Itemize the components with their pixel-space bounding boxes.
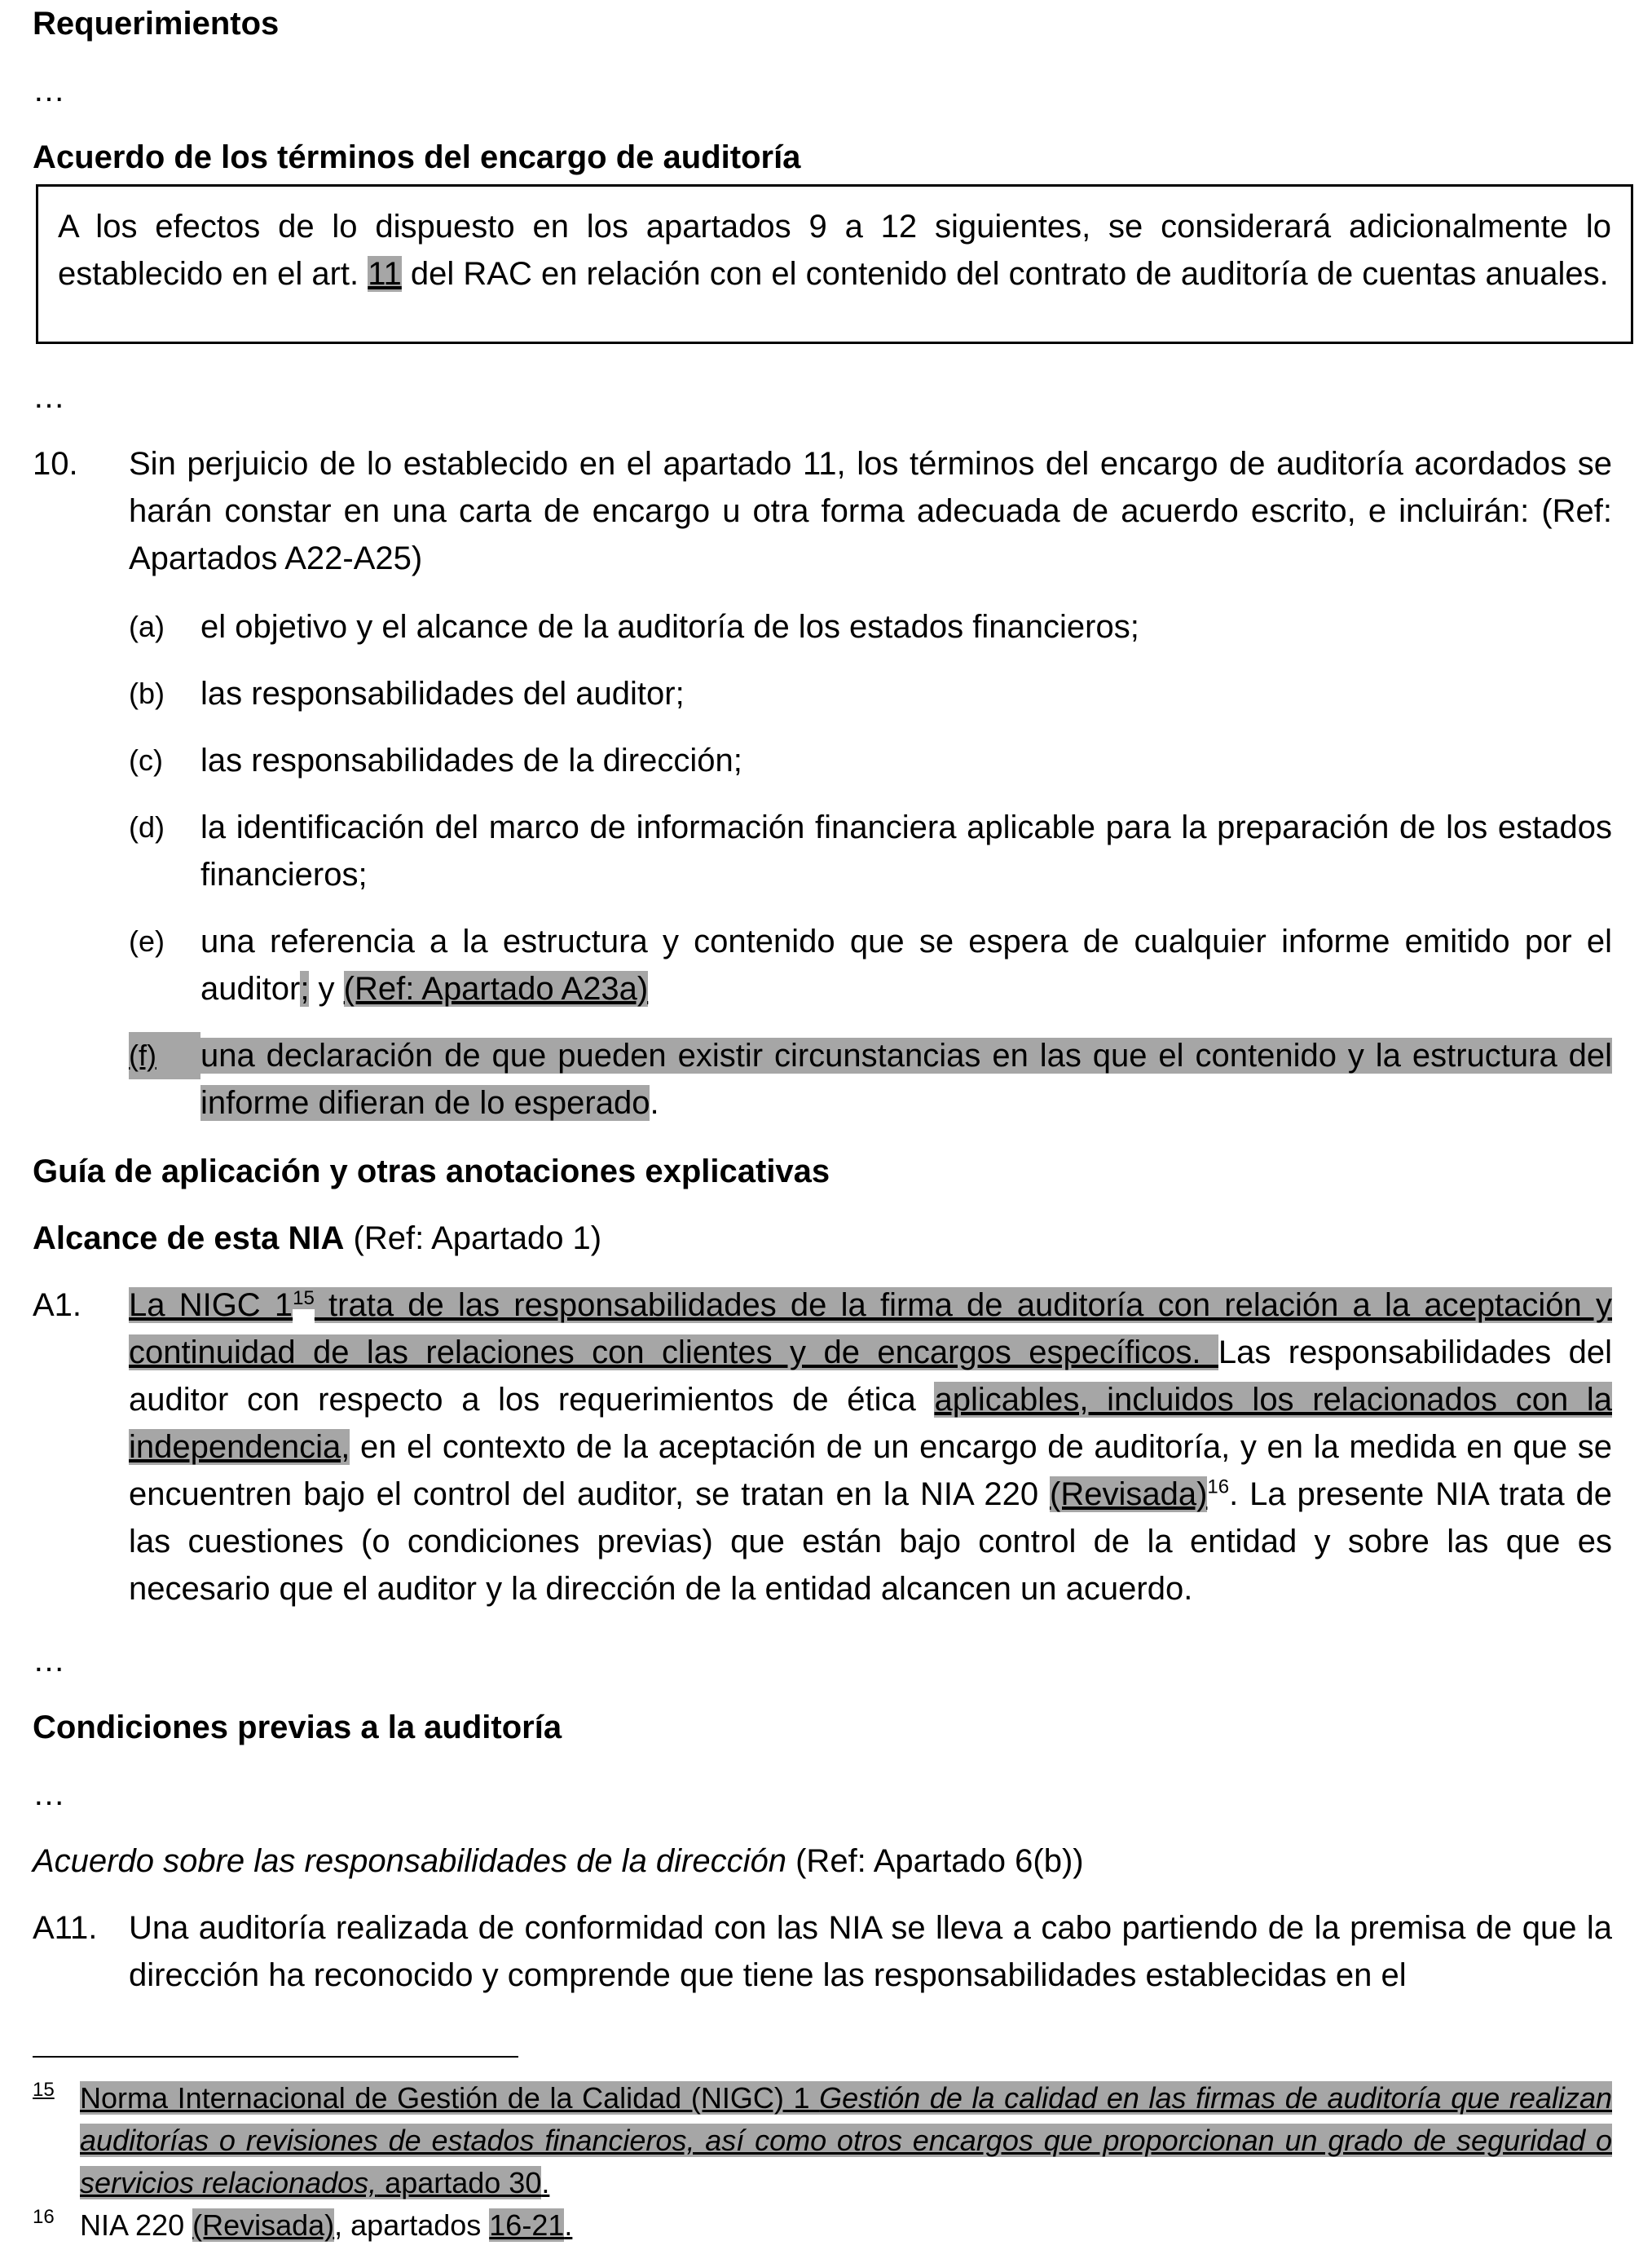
list-item-e bbox=[129, 918, 1612, 1012]
paragraph-a1 bbox=[33, 1281, 1612, 1612]
paragraph-number: A11. bbox=[33, 1910, 98, 1946]
list-item-a bbox=[129, 603, 1612, 651]
list-text: el objetivo y el alcance de la auditoría de los estados financieros; bbox=[200, 609, 1139, 645]
footnote-ref-15: 15 bbox=[293, 1286, 315, 1309]
paragraph-text: Una auditoría realizada de conformidad con las NIA se lleva a cabo partiendo de la premisa de que la dirección ha reconocido y comprende que tiene las responsabilidades establecidas en el bbox=[129, 1910, 1612, 1993]
ellipsis: … bbox=[33, 73, 65, 108]
list-semicolon: ; bbox=[300, 971, 310, 1007]
a1-text-4: . La presente NIA trata de las cuestiones (o condiciones previas) que están bajo control de la entidad y sobre las que es necesario que el auditor y la dirección de la entidad alcancen un acuerdo. bbox=[129, 1476, 1612, 1607]
footnote-15 bbox=[33, 2077, 1612, 2204]
paragraph-10 bbox=[33, 440, 1612, 582]
paragraph-number: 10. bbox=[33, 446, 78, 482]
heading-acuerdo-terminos: Acuerdo de los términos del encargo de auditoría bbox=[33, 139, 801, 175]
list-label: (e) bbox=[129, 924, 165, 958]
ellipsis: … bbox=[33, 1776, 65, 1812]
heading-acuerdo-responsabilidades-ref: (Ref: Apartado 6(b)) bbox=[786, 1843, 1084, 1879]
list-text: una referencia a la estructura y contenido que se espera de cualquier informe emitido por el auditor bbox=[200, 924, 1612, 1007]
footnote-text-1: Norma Internacional de Gestión de la Calidad (NIGC) 1 bbox=[80, 2081, 820, 2115]
heading-requerimientos: Requerimientos bbox=[33, 6, 280, 42]
paragraph-text bbox=[129, 1281, 1612, 1612]
list-text: las responsabilidades de la dirección; bbox=[200, 743, 742, 779]
heading-acuerdo-responsabilidades bbox=[33, 1837, 1084, 1885]
a1-text-3: en el contexto de la aceptación de un encargo de auditoría, y en la medida en que se encuentren bajo el control del auditor, se tratan en la NIA 220 bbox=[129, 1429, 1612, 1512]
footnote-ref-16: 16 bbox=[1207, 1476, 1230, 1498]
a1-highlight-1b: trata de las responsabilidades de la firma de auditoría con relación a la aceptación y continuidad de las relaciones con clientes y de encargos específicos. bbox=[129, 1287, 1612, 1370]
list-item-d bbox=[129, 804, 1612, 898]
heading-alcance-title: Alcance de esta NIA bbox=[33, 1220, 345, 1256]
footnote-title: Gestión de la calidad en las firmas de auditoría que realizan auditorías o revisiones de estados financieros, así como otros encargos que proporcionan un grado de seguridad o servicios relacionados, bbox=[80, 2081, 1612, 2199]
box-article-number: 11 bbox=[368, 256, 402, 292]
paragraph-text: Sin perjuicio de lo establecido en el apartado 11, los términos del encargo de auditoría acordados se harán constar en una carta de encargo u otra forma adecuada de acuerdo escrito, e incluirán: (Ref: Apartados A22-A25) bbox=[129, 446, 1612, 576]
heading-alcance-ref: (Ref: Apartado 1) bbox=[344, 1220, 602, 1256]
list-text: una declaración de que pueden existir circunstancias en las que el contenido y la estructura del informe difieran de lo esperado bbox=[200, 1038, 1612, 1121]
heading-alcance bbox=[33, 1215, 601, 1262]
list-label: (d) bbox=[129, 810, 165, 844]
footnote-text-2: , apartados bbox=[334, 2208, 490, 2242]
list-item-c bbox=[129, 737, 1612, 784]
heading-guia-aplicacion: Guía de aplicación y otras anotaciones explicativas bbox=[33, 1154, 830, 1189]
list-reference: (Ref: Apartado A23a) bbox=[343, 971, 649, 1007]
footnote-text-2: apartado 30 bbox=[377, 2166, 542, 2199]
footnote-number: 16 bbox=[33, 2206, 55, 2228]
a1-text-2: Las responsabilidades del auditor con respecto a los requerimientos de ética bbox=[129, 1334, 1612, 1418]
list-item-b bbox=[129, 670, 1612, 717]
list-text: las responsabilidades del auditor; bbox=[200, 676, 685, 712]
footnote-period: . bbox=[541, 2166, 550, 2199]
footnote-text-1: NIA 220 bbox=[80, 2208, 193, 2242]
list-label: (b) bbox=[129, 677, 165, 710]
rac-note-box bbox=[36, 184, 1633, 344]
box-text-2: del RAC en relación con el contenido del contrato de auditoría de cuentas anuales. bbox=[401, 256, 1609, 292]
a1-highlight-1a: La NIGC 1 bbox=[129, 1287, 293, 1323]
list-label: (c) bbox=[129, 743, 163, 777]
list-item-f bbox=[129, 1032, 1612, 1127]
list-label: (a) bbox=[129, 610, 165, 643]
footnote-16 bbox=[33, 2204, 1612, 2247]
ellipsis: … bbox=[33, 1643, 65, 1679]
list-label: (f) bbox=[129, 1032, 200, 1079]
paragraph-a11 bbox=[33, 1904, 1612, 1999]
footnote-period: . bbox=[564, 2208, 573, 2242]
paragraph-number: A1. bbox=[33, 1287, 82, 1323]
footnote-number: 15 bbox=[33, 2079, 55, 2101]
list-text: la identificación del marco de información financiera aplicable para la preparación de los estados financieros; bbox=[200, 809, 1612, 893]
a1-highlight-3: (Revisada) bbox=[1050, 1476, 1208, 1512]
heading-acuerdo-responsabilidades-title: Acuerdo sobre las responsabilidades de la dirección bbox=[33, 1843, 786, 1879]
box-text-1: A los efectos de lo dispuesto en los apartados 9 a 12 siguientes, se considerará adicionalmente lo establecido en el art. bbox=[58, 209, 1611, 292]
ellipsis: … bbox=[33, 379, 65, 415]
a1-highlight-2: aplicables, incluidos los relacionados con la independencia, bbox=[129, 1382, 1612, 1465]
list-period: . bbox=[650, 1085, 659, 1121]
footnote-highlight-1: (Revisada) bbox=[192, 2208, 335, 2242]
footnote-highlight-2: 16-21 bbox=[489, 2208, 565, 2242]
footnote-separator bbox=[33, 2056, 518, 2058]
heading-condiciones-previas: Condiciones previas a la auditoría bbox=[33, 1709, 562, 1745]
list-conjunction: y bbox=[309, 971, 344, 1007]
